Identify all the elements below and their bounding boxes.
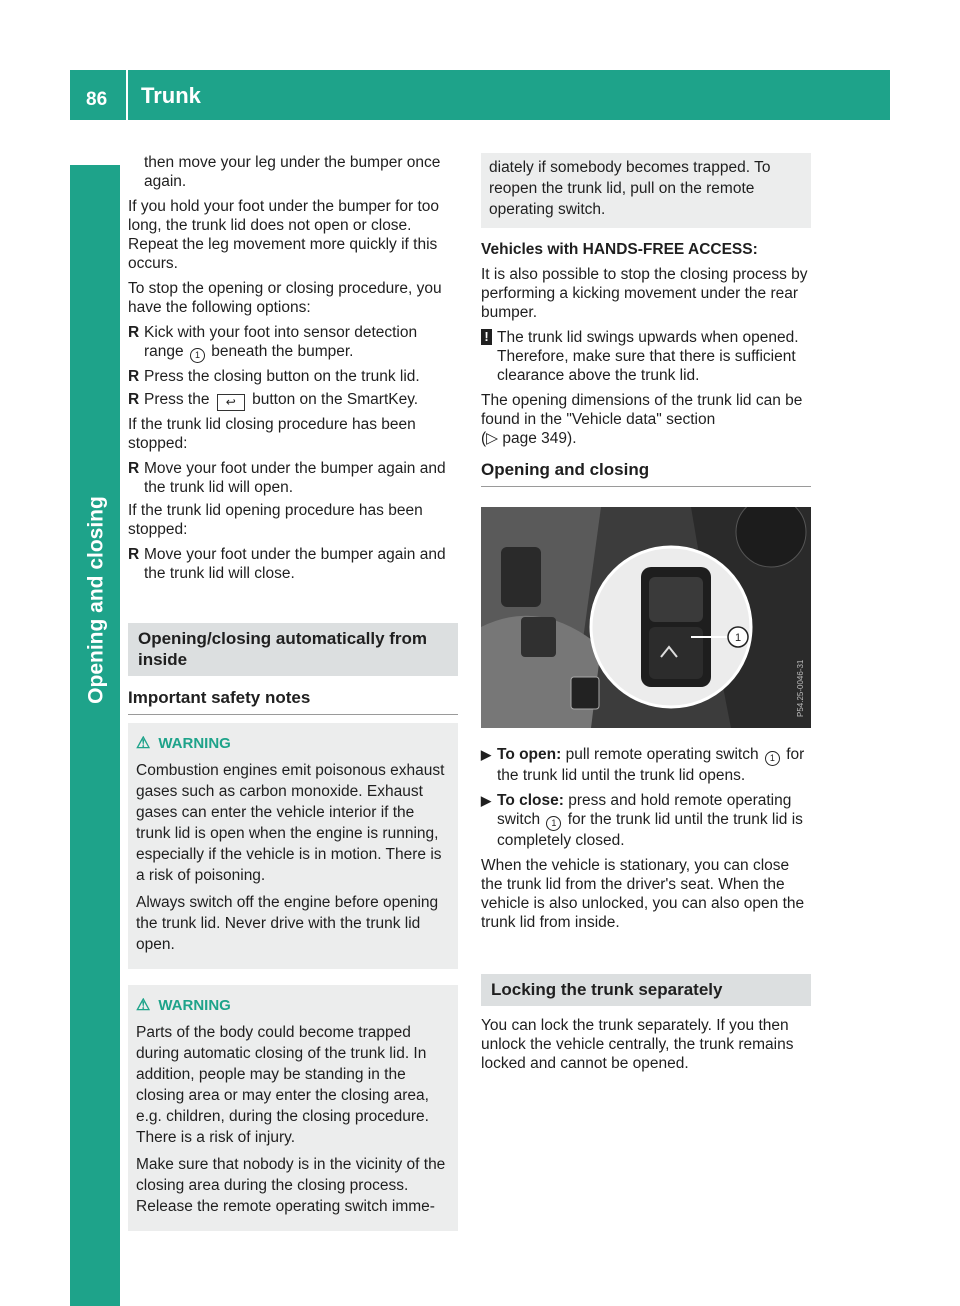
list-item bbox=[128, 367, 458, 386]
step-text: pull remote operating switch bbox=[565, 746, 759, 763]
warning-text: Combustion engines emit poisonous exhaust gases such as carbon monoxide. Exhaust gases can enter the vehicle interior if the trunk lid is open when the engine is running, especially if the vehicle is in motion. There is a risk of poisoning. bbox=[136, 762, 445, 884]
warning-triangle-icon: ⚠ bbox=[136, 997, 151, 1014]
list-item-text: beneath the bumper. bbox=[211, 343, 354, 360]
page-number: 86 bbox=[86, 89, 108, 110]
paragraph: You can lock the trunk separately. If you then unlock the vehicle centrally, the trunk remains locked and cannot be opened. bbox=[481, 1017, 794, 1072]
list-item bbox=[128, 323, 458, 363]
step-text: for the trunk lid until the trunk lid is completely closed. bbox=[497, 811, 803, 849]
warning-label: WARNING bbox=[158, 735, 231, 752]
bullet-icon: R bbox=[128, 546, 140, 563]
step-text: press and hold remote operating switch bbox=[497, 792, 792, 828]
callout-marker: 1 bbox=[190, 348, 205, 363]
list-item bbox=[128, 545, 458, 583]
list-item-text: Move your foot under the bumper again and the trunk lid will open. bbox=[144, 460, 446, 496]
photo-marker: 1 bbox=[734, 632, 742, 644]
page-reference-link[interactable]: (▷ page 349). bbox=[481, 430, 577, 447]
header-divider bbox=[126, 70, 128, 120]
subheading: Important safety notes bbox=[128, 688, 458, 715]
chapter-label: Opening and closing bbox=[84, 496, 108, 704]
warning-triangle-icon: ⚠ bbox=[136, 735, 151, 752]
bullet-icon: R bbox=[128, 391, 140, 408]
bullet-icon: R bbox=[128, 324, 140, 341]
paragraph: then move your leg under the bumper once again. bbox=[144, 154, 441, 190]
right-column bbox=[481, 153, 811, 1079]
note bbox=[481, 328, 811, 385]
paragraph: When the vehicle is stationary, you can close the trunk lid from the driver's seat. When the vehicle is also unlocked, you can also open the trunk lid from inside. bbox=[481, 857, 805, 931]
instruction-step bbox=[481, 745, 811, 785]
paragraph-text: The opening dimensions of the trunk lid can be found in the "Vehicle data" section bbox=[481, 392, 803, 428]
left-column bbox=[128, 153, 458, 1231]
chapter-sidebar bbox=[70, 165, 120, 1306]
paragraph: If you hold your foot under the bumper for too long, the trunk lid does not open or close. Repeat the leg movement more quickly if this occurs. bbox=[128, 198, 440, 272]
bullet-icon: R bbox=[128, 368, 140, 385]
warning-continuation: diately if somebody becomes trapped. To reopen the trunk lid, pull on the remote operating switch. bbox=[481, 153, 811, 228]
list-item-text: Kick with your foot into sensor detection range bbox=[144, 324, 418, 360]
page-header bbox=[70, 70, 890, 120]
paragraph: If the trunk lid opening procedure has been stopped: bbox=[128, 502, 423, 538]
trunk-key-icon: ↩ bbox=[217, 394, 245, 411]
step-label: To close: bbox=[497, 792, 564, 809]
warning-box bbox=[128, 985, 458, 1231]
paragraph: If the trunk lid closing procedure has been stopped: bbox=[128, 416, 416, 452]
note-text: The trunk lid swings upwards when opened. Therefore, make sure that there is sufficient clearance above the trunk lid. bbox=[497, 329, 799, 384]
warning-heading bbox=[136, 995, 450, 1016]
paragraph: It is also possible to stop the closing process by performing a kicking movement under the rear bumper. bbox=[481, 266, 808, 321]
subheading: Opening and closing bbox=[481, 460, 811, 487]
paragraph bbox=[481, 391, 811, 448]
paragraph: To stop the opening or closing procedure, you have the following options: bbox=[128, 280, 442, 316]
list-item bbox=[128, 390, 458, 411]
warning-text: Parts of the body could become trapped during automatic closing of the trunk lid. In addition, people may be standing in the closing area or may enter the closing area, e.g. children, during the closing procedure. There is a risk of injury. bbox=[136, 1024, 429, 1146]
section-heading: Locking the trunk separately bbox=[481, 974, 811, 1006]
list-item-text: button on the SmartKey. bbox=[252, 391, 419, 408]
list-item-text: Press the closing button on the trunk lid. bbox=[144, 368, 420, 385]
step-arrow-icon: ▶ bbox=[481, 747, 491, 762]
list-item-text: Press the bbox=[144, 391, 210, 408]
callout-marker: 1 bbox=[765, 751, 780, 766]
exclamation-icon: ! bbox=[481, 329, 492, 345]
warning-box bbox=[128, 723, 458, 969]
list-item-text: Move your foot under the bumper again and the trunk lid will close. bbox=[144, 546, 446, 582]
step-text: for the trunk lid until the trunk lid opens. bbox=[497, 746, 805, 784]
bullet-icon: R bbox=[128, 460, 140, 477]
list-item bbox=[128, 459, 458, 497]
section-heading: Opening/closing automatically from inside bbox=[128, 623, 458, 676]
warning-heading bbox=[136, 733, 450, 754]
step-arrow-icon: ▶ bbox=[481, 793, 491, 808]
warning-label: WARNING bbox=[158, 997, 231, 1014]
page-title: Trunk bbox=[141, 83, 201, 108]
paragraph-heading: Vehicles with HANDS-FREE ACCESS: bbox=[481, 241, 758, 258]
warning-text: Always switch off the engine before opening the trunk lid. Never drive with the trunk lid open. bbox=[136, 894, 439, 953]
photo-code: P54.25-0046-31 bbox=[796, 659, 805, 717]
instruction-step bbox=[481, 791, 811, 850]
callout-marker: 1 bbox=[546, 816, 561, 831]
warning-text: Make sure that nobody is in the vicinity of the closing area during the closing process. Release the remote operating switch imme- bbox=[136, 1156, 446, 1215]
trunk-switch-photo bbox=[481, 507, 811, 728]
step-label: To open: bbox=[497, 746, 562, 763]
